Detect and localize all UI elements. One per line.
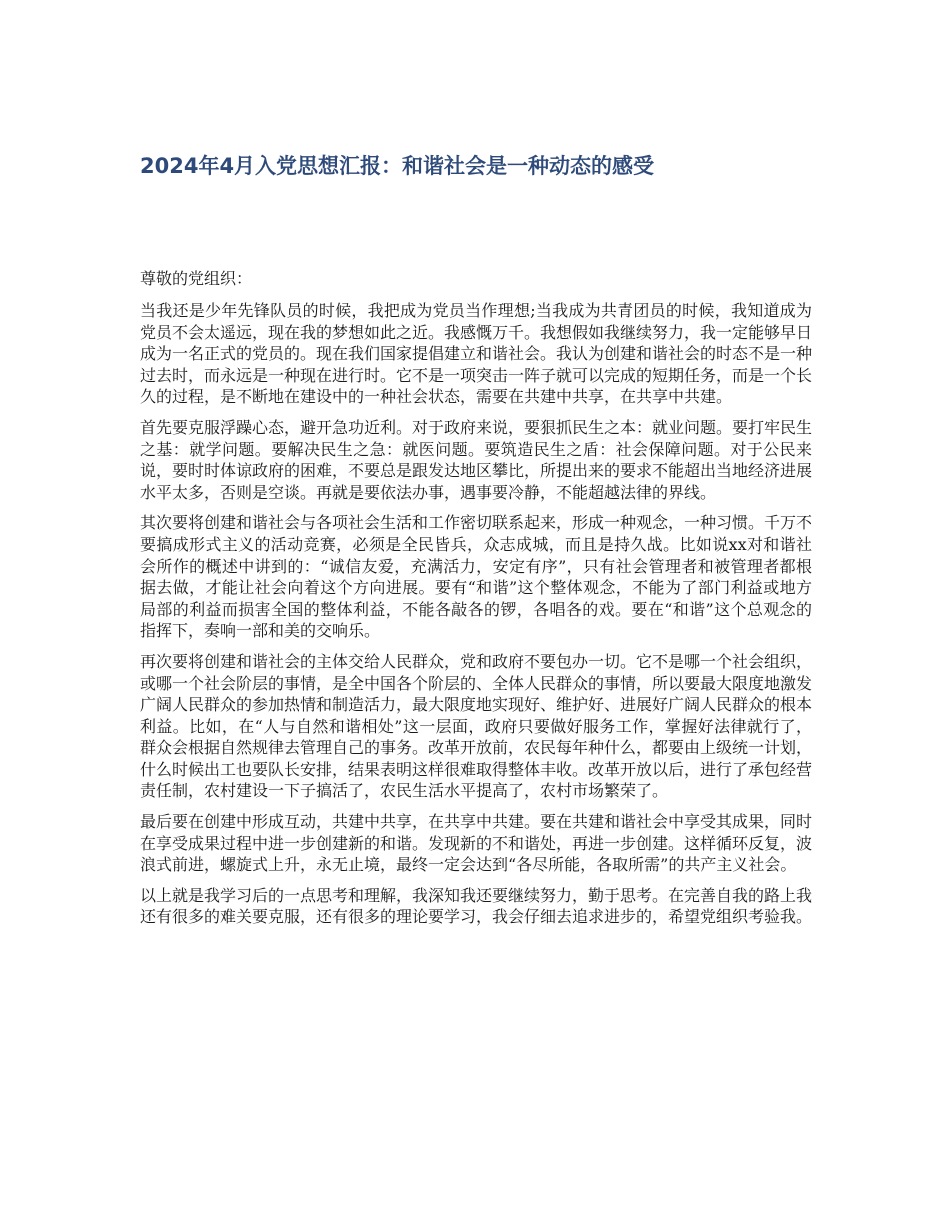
paragraph-3: 其次要将创建和谐社会与各项社会生活和工作密切联系起来，形成一种观念，一种习惯。千万不要搞成形式主义的活动竞赛，必须是全民皆兵，众志成城，而且是持久战。比如说xx对和谐社会所作的概述中讲到的：“诚信友爱，充满活力，安定有序”，只有社会管理者和被管理者都根据去做，才能让社会向着这个方向进展。要有“和谐”这个整体观念，不能为了部门利益或地方局部的利益而损害全国的整体利益，不能各敲各的锣，各唱各的戏。要在“和谐”这个总观念的指挥下，奏响一部和美的交响乐。 — [140, 513, 813, 641]
paragraph-1: 当我还是少年先锋队员的时候，我把成为党员当作理想;当我成为共青团员的时候，我知道成为党员不会太遥远，现在我的梦想如此之近。我感慨万千。我想假如我继续努力，我一定能够早日成为一名正式的党员的。现在我们国家提倡建立和谐社会。我认为创建和谐社会的时态不是一种过去时，而永远是一种现在进行时。它不是一项突击一阵子就可以完成的短期任务，而是一个长久的过程，是不断地在建设中的一种社会状态，需要在共建中共享，在共享中共建。 — [140, 301, 813, 407]
salutation: 尊敬的党组织： — [140, 269, 253, 288]
paragraph-2: 首先要克服浮躁心态，避开急功近利。对于政府来说，要狠抓民生之本：就业问题。要打牢民生之基：就学问题。要解决民生之急：就医问题。要筑造民生之盾：社会保障问题。对于公民来说，要时时体谅政府的困难，不要总是跟发达地区攀比，所提出来的要求不能超出当地经济进展水平太多，否则是空谈。再就是要依法办事，遇事要冷静，不能超越法律的界线。 — [140, 417, 813, 502]
paragraph-5: 最后要在创建中形成互动，共建中共享，在共享中共建。要在共建和谐社会中享受其成果，同时在享受成果过程中进一步创建新的和谐。发现新的不和谐处，再进一步创建。这样循环反复，波浪式前进，螺旋式上升，永无止境，最终一定会达到“各尽所能，各取所需”的共产主义社会。 — [140, 812, 813, 875]
document-body — [140, 268, 812, 937]
paragraph-6: 以上就是我学习后的一点思考和理解，我深知我还要继续努力，勤于思考。在完善自我的路上我还有很多的难关要克服，还有很多的理论要学习，我会仔细去追求进步的，希望党组织考验我。 — [140, 885, 813, 927]
document-title: 2024年4月入党思想汇报：和谐社会是一种动态的感受 — [140, 154, 655, 178]
paragraph-4: 再次要将创建和谐社会的主体交给人民群众，党和政府不要包办一切。它不是哪一个社会组织，或哪一个社会阶层的事情，是全中国各个阶层的、全体人民群众的事情，所以要最大限度地激发广阔人民群众的参加热情和制造活力，最大限度地实现好、维护好、进展好广阔人民群众的根本利益。比如，在“人与自然和谐相处”这一层面，政府只要做好服务工作，掌握好法律就行了，群众会根据自然规律去管理自己的事务。改革开放前，农民每年种什么，都要由上级统一计划，什么时候出工也要队长安排，结果表明这样很难取得整体丰收。改革开放以后，进行了承包经营责任制，农村建设一下子搞活了，农民生活水平提高了，农村市场繁荣了。 — [140, 651, 813, 801]
